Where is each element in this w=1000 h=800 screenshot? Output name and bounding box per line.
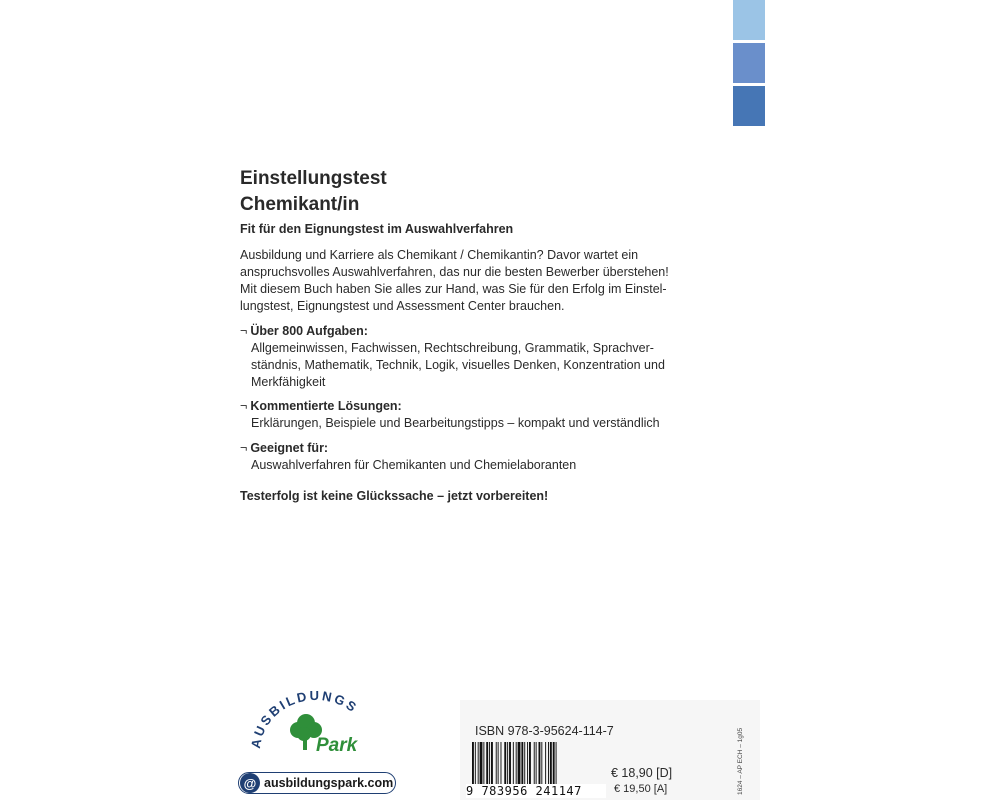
- barcode-bar: [524, 742, 525, 786]
- barcode-bar: [501, 742, 502, 786]
- bullet-symbol: ¬: [240, 399, 248, 413]
- feature-loesungen: [240, 398, 680, 432]
- feature-line: Merkfähigkeit: [251, 375, 326, 389]
- book-subtitle: Fit für den Eignungstest im Auswahlverfahren: [240, 222, 514, 236]
- logo-arc-text: AUSBILDUNGS: [247, 690, 361, 750]
- barcode-bar: [486, 742, 488, 786]
- barcode-bar: [489, 742, 490, 786]
- website-badge: [238, 772, 396, 794]
- barcode-bar: [518, 742, 521, 786]
- feature-heading-text: Geeignet für:: [250, 441, 329, 455]
- feature-geeignet: [240, 440, 680, 474]
- barcode-bar: [539, 742, 541, 786]
- logo-word: Park: [316, 735, 358, 756]
- intro-line: Mit diesem Buch haben Sie alles zur Hand, was Sie für den Erfolg im Einstel-: [240, 282, 667, 296]
- color-tab-mid: [733, 43, 765, 83]
- title-line-2: Chemikant/in: [240, 194, 360, 215]
- feature-heading: [240, 398, 680, 415]
- book-title: [240, 166, 387, 218]
- ausbildungspark-logo: [246, 690, 386, 760]
- barcode-bar: [541, 742, 542, 786]
- barcode-digits: 9 783956 241147: [466, 784, 606, 798]
- barcode-bar: [545, 742, 546, 786]
- barcode-bar: [527, 742, 528, 786]
- feature-heading-text: Kommentierte Lösungen:: [250, 399, 402, 413]
- feature-line: Allgemeinwissen, Fachwissen, Rechtschreibung, Grammatik, Sprachver-: [251, 341, 654, 355]
- price-austria: € 19,50 [A]: [614, 783, 668, 795]
- barcode-bar: [553, 742, 555, 786]
- website-url: ausbildungspark.com: [264, 776, 394, 790]
- feature-line: Auswahlverfahren für Chemikanten und Chemielaboranten: [251, 458, 577, 472]
- intro-line: lungstest, Eignungstest und Assessment Center brauchen.: [240, 299, 565, 313]
- barcode-bar: [504, 742, 506, 786]
- feature-body: [240, 415, 680, 432]
- feature-body: [240, 340, 680, 391]
- barcode-bar: [548, 742, 549, 786]
- intro-paragraph: [240, 247, 670, 315]
- intro-line: Ausbildung und Karriere als Chemikant / Chemikantin? Davor wartet ein: [240, 248, 639, 262]
- feature-body: [240, 457, 680, 474]
- barcode-bar: [507, 742, 508, 786]
- barcode-bar: [480, 742, 483, 786]
- price-germany: € 18,90 [D]: [611, 766, 673, 780]
- feature-heading-text: Über 800 Aufgaben:: [250, 324, 368, 338]
- at-icon: @: [240, 773, 260, 793]
- barcode-bar: [496, 742, 497, 786]
- barcode-bar: [509, 742, 511, 786]
- feature-heading: [240, 323, 680, 340]
- barcode-bar: [513, 742, 514, 786]
- closing-slogan: Testerfolg ist keine Glückssache – jetzt vorbereiten!: [240, 489, 549, 503]
- barcode-bar: [521, 742, 523, 786]
- title-line-1: Einstellungstest: [240, 168, 387, 189]
- bullet-symbol: ¬: [240, 441, 248, 455]
- barcode-bar: [491, 742, 493, 786]
- intro-line: anspruchsvolles Auswahlverfahren, das nur die besten Bewerber überstehen!: [240, 265, 669, 279]
- isbn-text: ISBN 978-3-95624-114-7: [475, 724, 614, 738]
- barcode-bar: [478, 742, 479, 786]
- barcode-bar: [498, 742, 499, 786]
- color-tab-light: [733, 0, 765, 40]
- color-tab-dark: [733, 86, 765, 126]
- vertical-product-code: 1624 – AP ECH – 1g05: [737, 727, 744, 795]
- barcode-bar: [536, 742, 537, 786]
- barcode-bar: [550, 742, 552, 786]
- barcode-bar: [534, 742, 535, 786]
- feature-line: ständnis, Mathematik, Technik, Logik, visuelles Denken, Konzentration und: [251, 358, 665, 372]
- feature-line: Erklärungen, Beispiele und Bearbeitungstipps – kompakt und verständlich: [251, 416, 660, 430]
- feature-heading: [240, 440, 680, 457]
- barcode-bar: [483, 742, 484, 786]
- barcode-bar: [529, 742, 531, 786]
- feature-aufgaben: [240, 323, 680, 391]
- bullet-symbol: ¬: [240, 324, 248, 338]
